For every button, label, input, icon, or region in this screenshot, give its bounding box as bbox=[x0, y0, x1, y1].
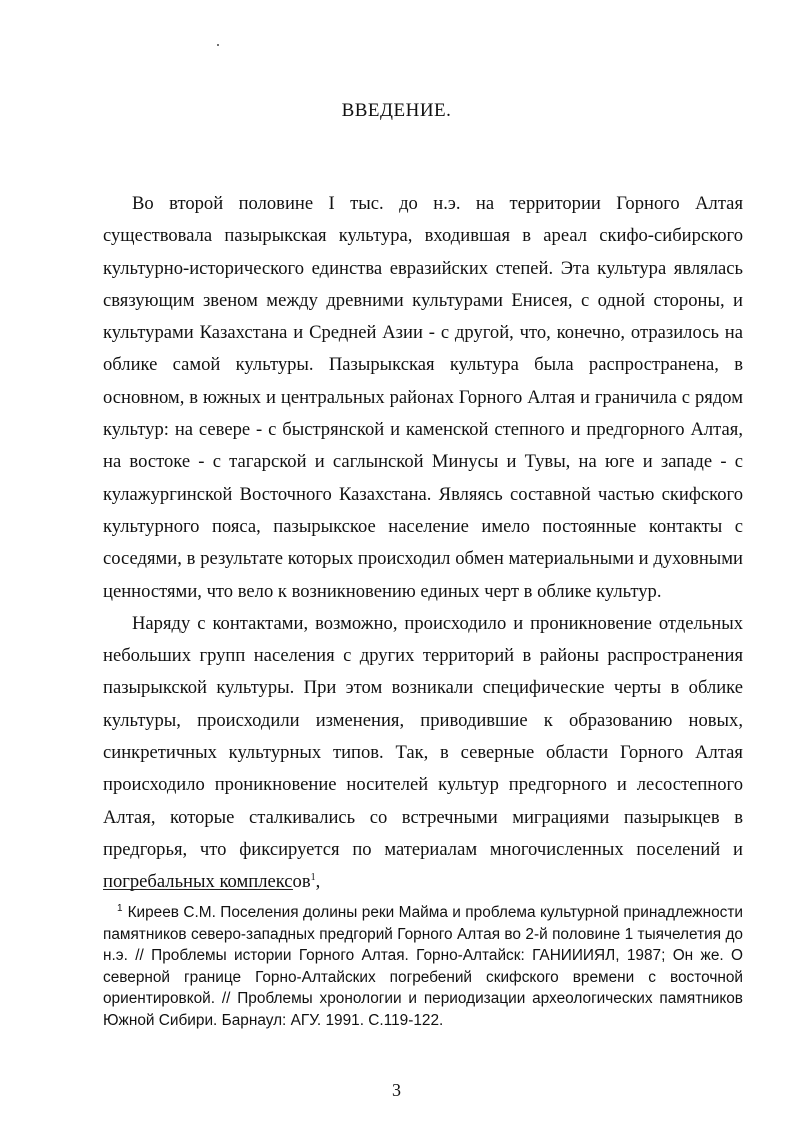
page-title: ВВЕДЕНИЕ. bbox=[341, 100, 452, 121]
paragraph-1: Во второй половине I тыс. до н.э. на территории Горного Алтая существовала пазырыкская культура, входившая в ареал скифо-сибирского культурно-исторического единства евразийских степей. Эта культура являлась связующим звеном между древними культурами Енисея, с одной стороны, и культурами Казахстана и Средней Азии - с другой, что, конечно, отразилось на облике самой культуры. Пазырыкская культура была распространена, в основном, в южных и центральных районах Горного Алтая и граничила с рядом культур: на севере - с быстрянской и каменской степного и предгорного Алтая, на востоке - с тагарской и саглынской Минусы и Тувы, на юге и западе - с кулажургинской Восточного Казахстана. Являясь составной частью скифского культурного пояса, пазырыкское население имело постоянные контакты с соседями, в результате которых происходил обмен материальными и духовными ценностями, что вело к возникновению единых черт в облике культур. bbox=[103, 193, 743, 602]
footnote-text: Киреев С.М. Поселения долины реки Майма и проблема культурной принадлежности памятников северо-западных предгорий Горного Алтая во 2-й половине 1 тыячелетия до н.э. // Проблемы истории Горного Алтая. Горно-Алтайск: ГАНИИИЯЛ, 1987; Он же. О северной границе Горно-Алтайских погребений скифского времени с восточной ориентировкой. // Проблемы хронологии и периодизации археологических памятников Южной Сибири. Барнаул: АГУ. 1991. С.119-122. bbox=[103, 904, 743, 1029]
paragraph-2-tail: , bbox=[315, 871, 321, 893]
footnote-paragraph bbox=[103, 902, 743, 1031]
footnote-separator bbox=[103, 889, 293, 890]
scan-speck bbox=[217, 44, 219, 46]
footnote-mark: 1 bbox=[117, 902, 123, 914]
paragraph-2 bbox=[103, 608, 743, 899]
footnote bbox=[103, 902, 743, 1031]
page-number: 3 bbox=[392, 1080, 401, 1100]
footnote-reference[interactable]: 1 bbox=[310, 872, 316, 884]
paragraph-2-text: Наряду с контактами, возможно, происходило и проникновение отдельных небольших групп населения с других территорий в районы распространения пазырыкской культуры. При этом возникали специфические черты в облике культуры, происходили изменения, приводившие к образованию новых, синкретичных культурных типов. Так, в северные области Горного Алтая происходило проникновение носителей культур предгорного и лесостепного Алтая, которые сталкивались со встречными миграциями пазырыкцев в предгорья, что фиксируется по материалам многочисленных поселений и погребальных комплексов bbox=[103, 612, 743, 893]
main-text bbox=[103, 188, 743, 899]
